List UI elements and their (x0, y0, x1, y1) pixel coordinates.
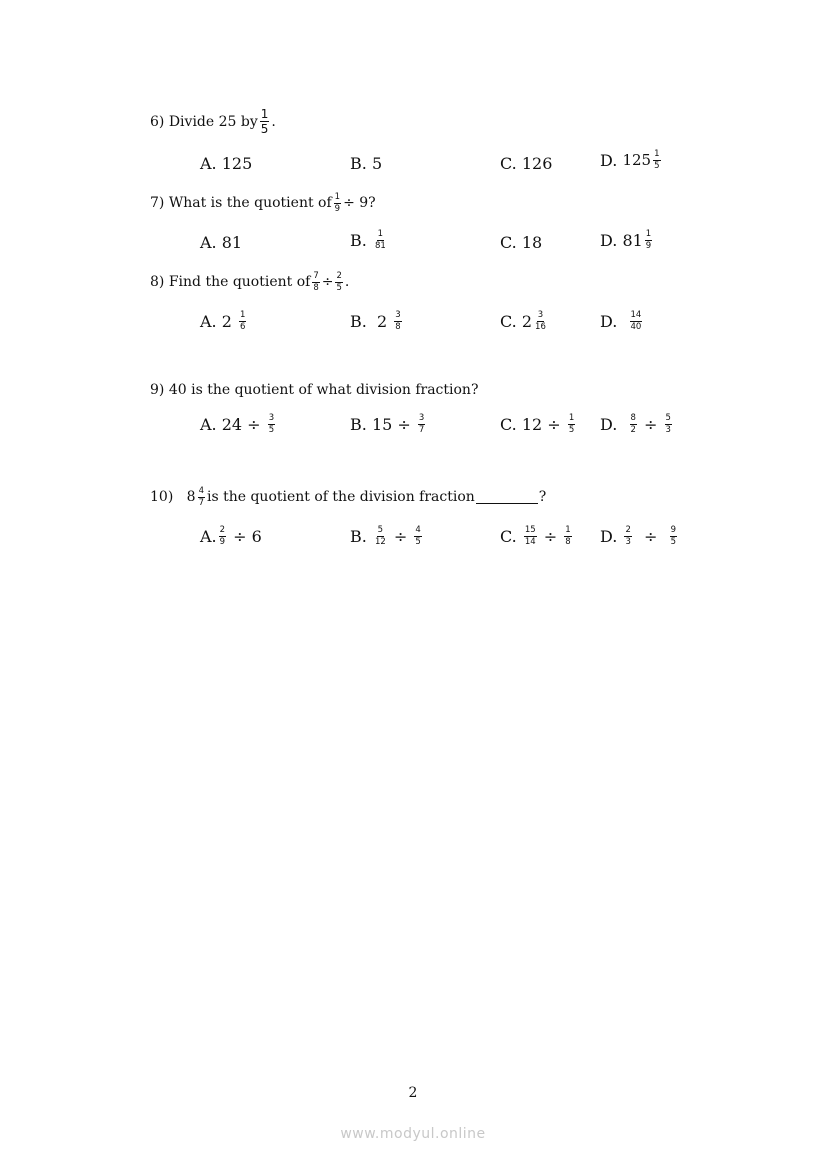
option-a[interactable]: A. 125 (200, 154, 253, 173)
fraction: $\frac{2}{5}$ (336, 271, 342, 293)
option-d[interactable]: D. 125 $\frac{1}{5}$ (600, 149, 660, 171)
fraction: $\frac{3}{5}$ (268, 413, 275, 435)
fraction: $\frac{4}{5}$ (415, 525, 421, 547)
question-text: Divide 25 by (168, 113, 258, 130)
option-c[interactable]: C. $\frac{15}{14}$ ÷ $\frac{1}{8}$ (500, 525, 571, 547)
fraction: $\frac{4}{7}$ (198, 486, 204, 508)
option-d[interactable]: D. 81 $\frac{1}{9}$ (600, 229, 652, 251)
question-number: 10) (150, 489, 174, 505)
fraction: $\frac{1}{5}$ (568, 413, 575, 435)
question-number: 7) (150, 195, 165, 211)
option-b[interactable]: B. $\frac{5}{12}$ ÷ $\frac{4}{5}$ (350, 525, 421, 547)
option-a[interactable]: A. 24 ÷ $\frac{3}{5}$ (200, 413, 275, 435)
fraction: $\frac{1}{5}$ (654, 149, 660, 171)
option-d[interactable]: D. $\frac{8}{2}$ ÷ $\frac{5}{3}$ (600, 413, 671, 435)
question-9-stem (150, 383, 478, 397)
fraction: $\frac{1}{6}$ (240, 310, 246, 332)
fraction: $\frac{1}{9}$ (645, 229, 652, 251)
option-b[interactable]: B. 2 $\frac{3}{8}$ (350, 310, 401, 332)
fraction: $\frac{5}{3}$ (665, 413, 671, 435)
question-text: Find the quotient of (168, 274, 311, 290)
question-number: 9) (150, 382, 165, 398)
question-8-stem: 8) Find the quotient of $\frac{7}{8}$ ÷ $\frac{2}{5}$ . (150, 271, 350, 293)
option-c[interactable]: C. 18 (500, 233, 543, 252)
fraction: $\frac{2}{3}$ (625, 525, 631, 547)
fraction: $\frac{1}{5}$ (260, 107, 269, 136)
option-c[interactable]: C. 12 ÷ $\frac{1}{5}$ (500, 413, 575, 435)
fraction: $\frac{14}{40}$ (630, 310, 642, 332)
fraction: $\frac{1}{8}$ (565, 525, 571, 547)
option-d[interactable]: D. $\frac{14}{40}$ (600, 310, 642, 332)
question-text: is the quotient of the division fraction (206, 489, 475, 505)
option-b[interactable]: B. 15 ÷ $\frac{3}{7}$ (350, 413, 425, 435)
fraction: $\frac{7}{8}$ (313, 271, 319, 293)
fraction: $\frac{15}{14}$ (524, 525, 536, 547)
question-text: 40 is the quotient of what division fraction? (168, 382, 479, 398)
fraction: $\frac{9}{5}$ (670, 525, 677, 547)
option-c[interactable]: C. 2 $\frac{3}{16}$ (500, 310, 546, 332)
option-b[interactable]: B. 5 (350, 154, 383, 173)
watermark: www.modyul.online (340, 1126, 486, 1142)
question-text: What is the quotient of (168, 195, 332, 211)
fraction: $\frac{5}{12}$ (374, 525, 386, 547)
fraction: $\frac{3}{7}$ (418, 413, 425, 435)
fraction: $\frac{1}{81}$ (374, 229, 386, 251)
option-a[interactable]: A. 2 $\frac{1}{6}$ (200, 310, 246, 332)
fraction: $\frac{8}{2}$ (630, 413, 636, 435)
fraction: $\frac{3}{8}$ (395, 310, 401, 332)
option-c[interactable]: C. 126 (500, 154, 553, 173)
option-a[interactable]: A. 81 (200, 233, 243, 252)
question-7-stem: 7) What is the quotient of $\frac{1}{9}$ ÷ 9? (150, 192, 376, 214)
question-number: 8) (150, 274, 165, 290)
fraction: $\frac{1}{9}$ (334, 192, 341, 214)
option-b[interactable]: B. $\frac{1}{81}$ (350, 229, 386, 251)
question-10-stem: 10) 8 $\frac{4}{7}$ is the quotient of the division fraction ? (150, 486, 547, 508)
question-6-stem: 6) Divide 25 by $\frac{1}{5}$ . (150, 107, 276, 136)
fraction: $\frac{3}{16}$ (535, 310, 546, 332)
question-number: 6) (150, 113, 165, 130)
page-number: 2 (408, 1085, 418, 1101)
option-a[interactable]: A. $\frac{2}{9}$ ÷ 6 (200, 525, 262, 547)
option-d[interactable]: D. $\frac{2}{3}$ ÷ $\frac{9}{5}$ (600, 525, 677, 547)
answer-blank (476, 491, 538, 504)
fraction: $\frac{2}{9}$ (219, 525, 226, 547)
